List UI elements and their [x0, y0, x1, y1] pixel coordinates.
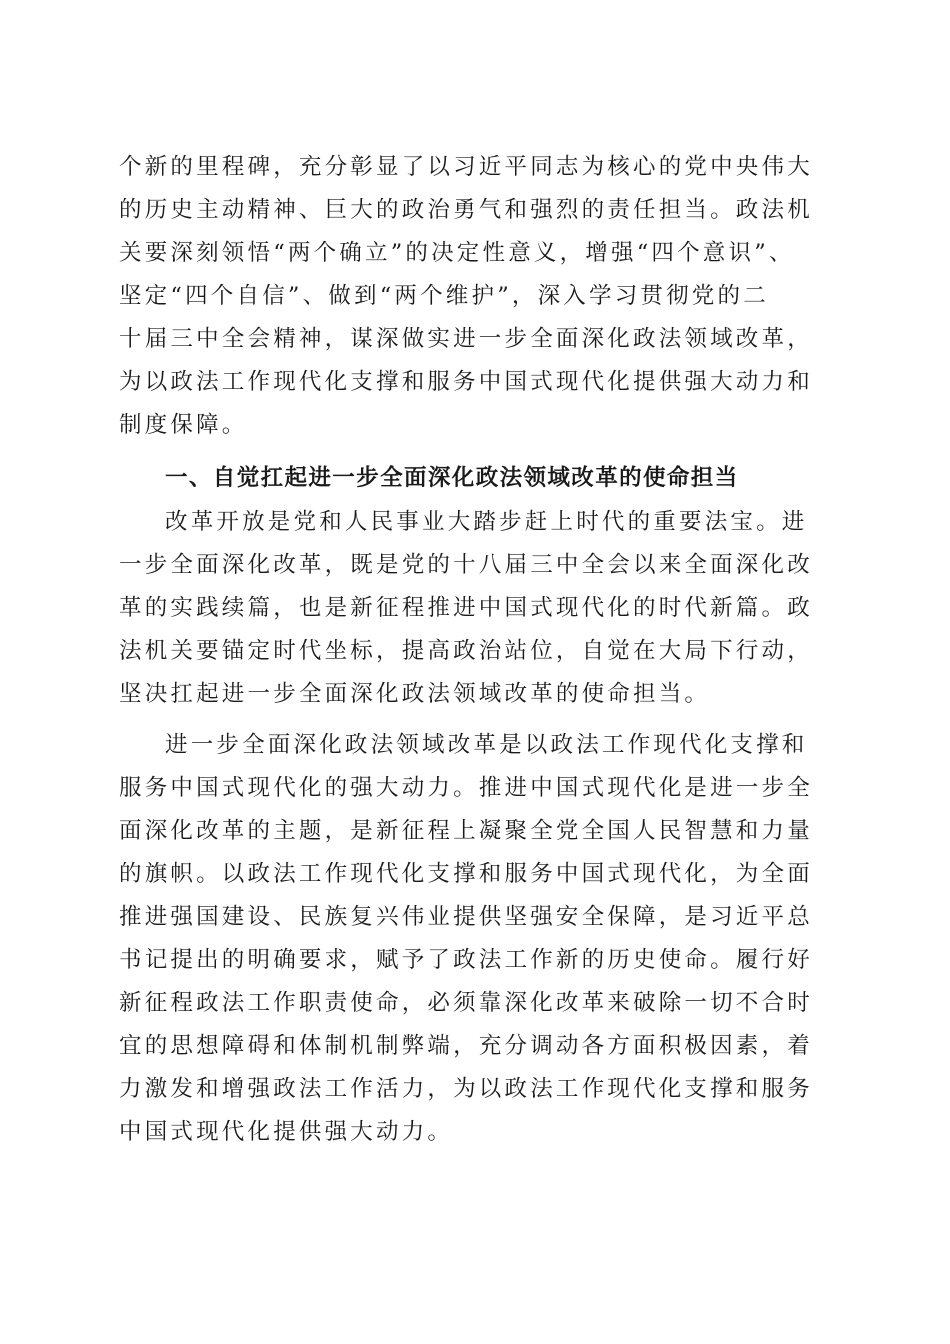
intro-line-6: 为以政法工作现代化支撑和服务中国式现代化提供强大动力和: [119, 369, 813, 395]
paragraph2-line-9: 力激发和增强政法工作活力，为以政法工作现代化支撑和服务: [119, 1076, 813, 1102]
paragraph2-line-6: 书记提出的明确要求，赋予了政法工作新的历史使命。履行好: [119, 947, 813, 973]
intro-line-5: 十届三中全会精神，谋深做实进一步全面深化政法领域改革，: [119, 326, 813, 352]
paragraph2-line-8: 宜的思想障碍和体制机制弊端，充分调动各方面积极因素，着: [119, 1033, 813, 1059]
paragraph1-line-1: 改革开放是党和人民事业大踏步赶上时代的重要法宝。进: [165, 509, 808, 535]
intro-line-4: 坚定“四个自信”、做到“两个维护”，深入学习贯彻党的二: [119, 283, 769, 309]
paragraph1-line-4: 法机关要锚定时代坐标，提高政治站位，自觉在大局下行动，: [119, 638, 813, 664]
paragraph2-line-7: 新征程政法工作职责使命，必须靠深化改革来破除一切不合时: [119, 990, 813, 1016]
paragraph2-line-10: 中国式现代化提供强大动力。: [119, 1119, 454, 1145]
paragraph1-line-2: 一步全面深化改革，既是党的十八届三中全会以来全面深化改: [119, 552, 813, 578]
paragraph1-line-3: 革的实践续篇，也是新征程推进中国式现代化的时代新篇。政: [119, 595, 813, 621]
paragraph2-line-2: 服务中国式现代化的强大动力。推进中国式现代化是进一步全: [119, 775, 813, 801]
paragraph2-line-3: 面深化改革的主题，是新征程上凝聚全党全国人民智慧和力量: [119, 818, 813, 844]
intro-line-2: 的历史主动精神、巨大的政治勇气和强烈的责任担当。政法机: [119, 197, 813, 223]
paragraph2-line-4: 的旗帜。以政法工作现代化支撑和服务中国式现代化，为全面: [119, 861, 813, 887]
intro-line-1: 个新的里程碑，充分彰显了以习近平同志为核心的党中央伟大: [119, 154, 813, 180]
section-heading: 一、自觉扛起进一步全面深化政法领域改革的使命担当: [165, 465, 739, 491]
intro-line-3: 关要深刻领悟“两个确立”的决定性意义，增强“四个意识”、: [119, 240, 795, 266]
paragraph1-line-5: 坚决扛起进一步全面深化政法领域改革的使命担当。: [119, 681, 711, 707]
paragraph2-line-5: 推进强国建设、民族复兴伟业提供坚强安全保障，是习近平总: [119, 904, 813, 930]
paragraph2-line-1: 进一步全面深化政法领域改革是以政法工作现代化支撑和: [165, 732, 808, 758]
intro-line-7: 制度保障。: [119, 412, 248, 438]
